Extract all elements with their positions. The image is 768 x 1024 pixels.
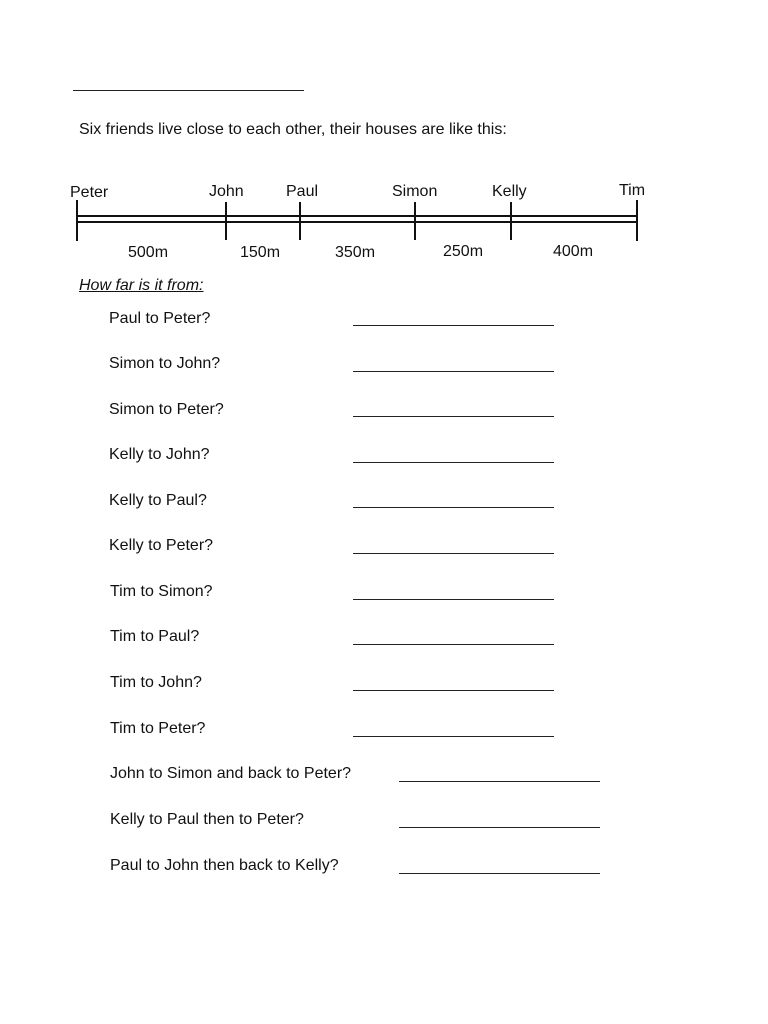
house-label-john: John: [209, 183, 244, 200]
intro-text: Six friends live close to each other, their houses are like this:: [79, 121, 507, 138]
name-line[interactable]: [73, 90, 304, 91]
question-text: Tim to Peter?: [110, 720, 206, 737]
answer-line[interactable]: [353, 736, 554, 737]
question-text: Kelly to Paul?: [109, 492, 207, 509]
house-label-simon: Simon: [392, 183, 438, 200]
question-text: Tim to Simon?: [110, 583, 213, 600]
question-text: Paul to Peter?: [109, 310, 211, 327]
question-text: Kelly to Peter?: [109, 537, 214, 554]
answer-line[interactable]: [353, 644, 554, 645]
question-text: Tim to Paul?: [110, 628, 200, 645]
answer-line[interactable]: [353, 553, 554, 554]
number-line: [0, 170, 768, 275]
distance-label: 500m: [128, 244, 169, 261]
house-label-kelly: Kelly: [492, 183, 527, 200]
answer-line[interactable]: [353, 690, 554, 691]
distance-label: 250m: [443, 243, 484, 260]
answer-line[interactable]: [353, 371, 554, 372]
answer-line[interactable]: [353, 462, 554, 463]
question-text: Kelly to John?: [109, 446, 210, 463]
answer-line[interactable]: [353, 599, 554, 600]
house-label-paul: Paul: [286, 183, 319, 200]
answer-line[interactable]: [399, 781, 600, 782]
question-text: Simon to Peter?: [109, 401, 224, 418]
distance-label: 150m: [240, 244, 281, 261]
answer-line[interactable]: [353, 325, 554, 326]
distance-label: 400m: [553, 243, 594, 260]
question-text: Simon to John?: [109, 355, 221, 372]
answer-line[interactable]: [353, 507, 554, 508]
question-text: Paul to John then back to Kelly?: [110, 857, 339, 874]
answer-line[interactable]: [353, 416, 554, 417]
question-text: Kelly to Paul then to Peter?: [110, 811, 304, 828]
question-text: John to Simon and back to Peter?: [110, 765, 352, 782]
prompt-heading: How far is it from:: [79, 277, 204, 294]
house-label-tim: Tim: [619, 182, 646, 199]
house-label-peter: Peter: [70, 184, 109, 201]
distance-label: 350m: [335, 244, 376, 261]
question-text: Tim to John?: [110, 674, 202, 691]
answer-line[interactable]: [399, 827, 600, 828]
answer-line[interactable]: [399, 873, 600, 874]
